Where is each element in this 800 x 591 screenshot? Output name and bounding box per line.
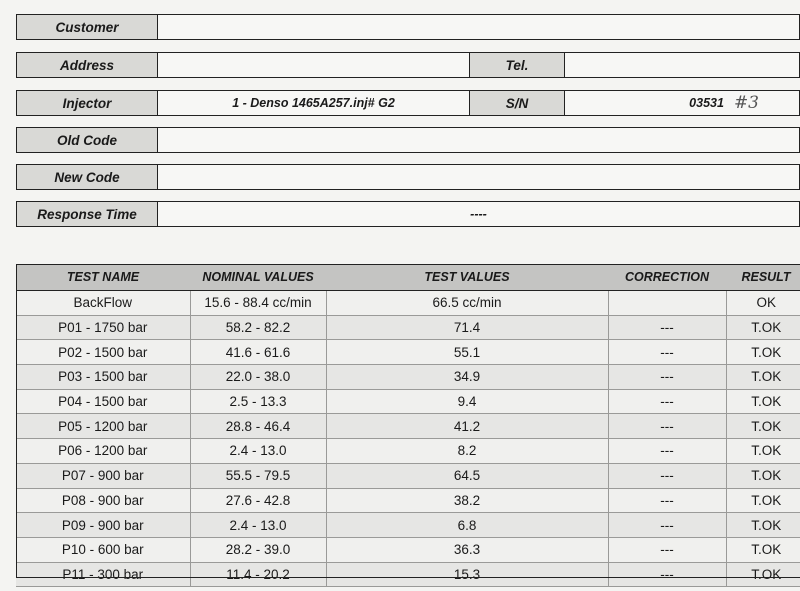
- test-value-cell: 6.8: [326, 513, 608, 538]
- response-time-row: [16, 201, 800, 227]
- test-name-cell: P08 - 900 bar: [16, 488, 190, 513]
- result-cell: T.OK: [726, 537, 800, 562]
- nominal-value-cell: 2.4 - 13.0: [190, 513, 326, 538]
- nominal-value-cell: 11.4 - 20.2: [190, 562, 326, 587]
- table-row: [16, 463, 800, 488]
- nominal-value-cell: 2.4 - 13.0: [190, 439, 326, 464]
- nominal-value-cell: 41.6 - 61.6: [190, 340, 326, 365]
- injector-value: 1 - Denso 1465A257.inj# G2: [232, 96, 395, 110]
- correction-cell: ---: [608, 414, 726, 439]
- injector-label: Injector: [17, 91, 158, 115]
- correction-cell: ---: [608, 315, 726, 340]
- result-cell: OK: [726, 291, 800, 316]
- table-row: [16, 340, 800, 365]
- test-name-cell: P04 - 1500 bar: [16, 389, 190, 414]
- old-code-row: [16, 127, 800, 153]
- correction-cell: [608, 291, 726, 316]
- col-test-name: TEST NAME: [16, 264, 190, 291]
- table-row: [16, 315, 800, 340]
- nominal-value-cell: 27.6 - 42.8: [190, 488, 326, 513]
- address-label: Address: [17, 53, 158, 77]
- new-code-row: [16, 164, 800, 190]
- table-row: [16, 537, 800, 562]
- response-time-value: ----: [470, 207, 487, 221]
- sn-value: 03531: [689, 96, 724, 110]
- col-correction: CORRECTION: [608, 264, 726, 291]
- table-row: [16, 414, 800, 439]
- handwritten-note: #3: [733, 93, 759, 113]
- test-value-cell: 34.9: [326, 365, 608, 390]
- sn-label: S/N: [469, 91, 565, 115]
- test-name-cell: P03 - 1500 bar: [16, 365, 190, 390]
- nominal-value-cell: 2.5 - 13.3: [190, 389, 326, 414]
- test-name-cell: P02 - 1500 bar: [16, 340, 190, 365]
- nominal-value-cell: 28.8 - 46.4: [190, 414, 326, 439]
- customer-value: [158, 15, 799, 39]
- col-result: RESULT: [726, 264, 800, 291]
- sn-value-cell: [565, 91, 799, 115]
- injector-row: [16, 90, 800, 116]
- test-value-cell: 9.4: [326, 389, 608, 414]
- test-name-cell: P10 - 600 bar: [16, 537, 190, 562]
- test-name-cell: P11 - 300 bar: [16, 562, 190, 587]
- table-header-row: [16, 264, 800, 291]
- table-row: [16, 439, 800, 464]
- correction-cell: ---: [608, 389, 726, 414]
- result-cell: T.OK: [726, 365, 800, 390]
- customer-row: [16, 14, 800, 40]
- result-cell: T.OK: [726, 463, 800, 488]
- result-cell: T.OK: [726, 315, 800, 340]
- old-code-label: Old Code: [17, 128, 158, 152]
- correction-cell: ---: [608, 513, 726, 538]
- nominal-value-cell: 28.2 - 39.0: [190, 537, 326, 562]
- test-name-cell: P05 - 1200 bar: [16, 414, 190, 439]
- tel-label: Tel.: [469, 53, 565, 77]
- nominal-value-cell: 22.0 - 38.0: [190, 365, 326, 390]
- result-cell: T.OK: [726, 488, 800, 513]
- new-code-label: New Code: [17, 165, 158, 189]
- test-value-cell: 71.4: [326, 315, 608, 340]
- tel-value: [565, 53, 799, 77]
- correction-cell: ---: [608, 537, 726, 562]
- correction-cell: ---: [608, 488, 726, 513]
- result-cell: T.OK: [726, 414, 800, 439]
- result-cell: T.OK: [726, 389, 800, 414]
- test-name-cell: BackFlow: [16, 291, 190, 316]
- table-row: [16, 488, 800, 513]
- test-value-cell: 66.5 cc/min: [326, 291, 608, 316]
- test-name-cell: P07 - 900 bar: [16, 463, 190, 488]
- table-row: [16, 562, 800, 587]
- col-test-values: TEST VALUES: [326, 264, 608, 291]
- nominal-value-cell: 55.5 - 79.5: [190, 463, 326, 488]
- test-value-cell: 41.2: [326, 414, 608, 439]
- table-body: [16, 291, 800, 587]
- correction-cell: ---: [608, 463, 726, 488]
- test-results-table: [16, 264, 800, 587]
- table-row: [16, 291, 800, 316]
- response-time-label: Response Time: [17, 202, 158, 226]
- nominal-value-cell: 58.2 - 82.2: [190, 315, 326, 340]
- col-nominal-values: NOMINAL VALUES: [190, 264, 326, 291]
- new-code-value: [158, 165, 799, 189]
- old-code-value: [158, 128, 799, 152]
- result-cell: T.OK: [726, 562, 800, 587]
- result-cell: T.OK: [726, 439, 800, 464]
- table-row: [16, 389, 800, 414]
- table-row: [16, 513, 800, 538]
- address-row: [16, 52, 800, 78]
- correction-cell: ---: [608, 439, 726, 464]
- nominal-value-cell: 15.6 - 88.4 cc/min: [190, 291, 326, 316]
- result-cell: T.OK: [726, 513, 800, 538]
- address-value: [158, 53, 469, 77]
- test-name-cell: P01 - 1750 bar: [16, 315, 190, 340]
- test-value-cell: 36.3: [326, 537, 608, 562]
- test-value-cell: 15.3: [326, 562, 608, 587]
- test-value-cell: 64.5: [326, 463, 608, 488]
- test-value-cell: 8.2: [326, 439, 608, 464]
- correction-cell: ---: [608, 340, 726, 365]
- test-value-cell: 55.1: [326, 340, 608, 365]
- result-cell: T.OK: [726, 340, 800, 365]
- customer-label: Customer: [17, 15, 158, 39]
- test-name-cell: P06 - 1200 bar: [16, 439, 190, 464]
- correction-cell: ---: [608, 365, 726, 390]
- test-name-cell: P09 - 900 bar: [16, 513, 190, 538]
- correction-cell: ---: [608, 562, 726, 587]
- test-value-cell: 38.2: [326, 488, 608, 513]
- table-row: [16, 365, 800, 390]
